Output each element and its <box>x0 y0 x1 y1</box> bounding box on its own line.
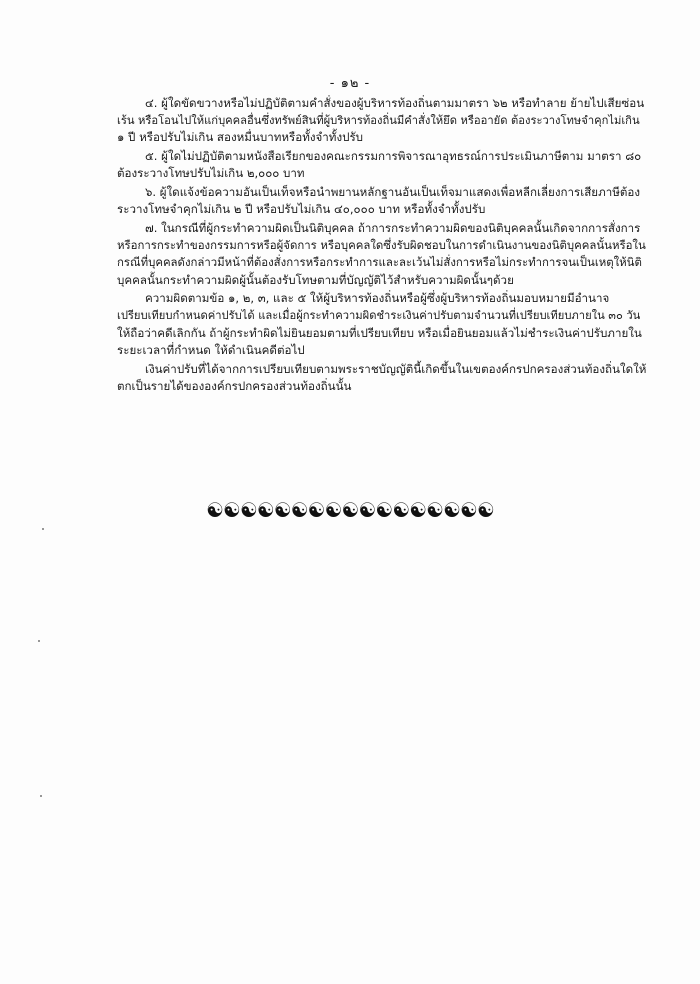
page-number: - ๑๒ - <box>329 76 371 91</box>
text-line: ความผิดตามข้อ ๑, ๒, ๓, และ ๕ ให้ผู้บริหารท้องถิ่นหรือผู้ซึ่งผู้บริหารท้องถิ่นมอบหมายมีอำนาจ <box>145 291 610 306</box>
paragraph-item-5 <box>117 148 647 182</box>
scan-speck <box>40 795 42 797</box>
scan-speck <box>38 640 40 642</box>
text-line: ตกเป็นรายได้ขององค์กรปกครองส่วนท้องถิ่นนั้น <box>117 378 352 393</box>
text-line: ๕. ผู้ใดไม่ปฏิบัติตามหนังสือเรียกของคณะกรรมการพิจารณาอุทธรณ์การประเมินภาษีตาม มาตรา ๘๐ <box>145 149 642 164</box>
text-line: กรณีที่บุคคลดังกล่าวมีหน้าที่ต้องสั่งการหรือกระทำการและละเว้นไม่สั่งการหรือไม่กระทำการจนเป็นเหตุให้นิติ <box>117 255 642 270</box>
text-line: เปรียบเทียบกำหนดค่าปรับได้ และเมื่อผู้กระทำความผิดชำระเงินค่าปรับตามจำนวนที่เปรียบเทียบภายใน ๓๐ วัน <box>117 309 641 323</box>
scan-speck <box>42 528 44 530</box>
paragraph-item-7 <box>117 220 647 289</box>
text-line: หรือการกระทำของกรรมการหรือผู้จัดการ หรือบุคคลใดซึ่งรับผิดชอบในการดำเนินงานของนิติบุคคลนั้นหรือใน <box>117 238 646 253</box>
paragraph-settlement <box>117 290 647 359</box>
text-line: เงินค่าปรับที่ได้จากการเปรียบเทียบตามพระราชบัญญัตินี้เกิดขึ้นในเขตองค์กรปกครองส่วนท้องถิ่นใดให้ <box>145 361 647 376</box>
text-line: ๖. ผู้ใดแจ้งข้อความอันเป็นเท็จหรือนำพยานหลักฐานอันเป็นเท็จมาแสดงเพื่อหลีกเลี่ยงการเสียภาษีต้อง <box>145 185 641 200</box>
text-line: บุคคลนั้นกระทำความผิดผู้นั้นต้องรับโทษตามที่บัญญัติไว้สำหรับความผิดนั้นๆด้วย <box>117 272 514 287</box>
text-line: ๑ ปี หรือปรับไม่เกิน สองหมื่นบาทหรือทั้งจำทั้งปรับ <box>117 130 364 145</box>
paragraph-item-6 <box>117 184 647 218</box>
text-line: ต้องระวางโทษปรับไม่เกิน ๒,๐๐๐ บาท <box>117 166 305 181</box>
paragraph-item-4 <box>117 95 647 147</box>
text-line: ให้ถือว่าคดีเลิกกัน ถ้าผู้กระทำผิดไม่ยินยอมตามที่เปรียบเทียบ หรือเมื่อยินยอมแล้วไม่ชำระเงินค่าปรับภายใน <box>117 325 642 340</box>
text-line: ๔. ผู้ใดขัดขวางหรือไม่ปฏิบัติตามคำสั่งของผู้บริหารท้องถิ่นตามมาตรา ๖๒ หรือทำลาย ย้ายไปเสียซ่อน <box>145 96 645 110</box>
paragraph-fine-revenue <box>117 361 647 395</box>
text-line: ระยะเวลาที่กำหนด ให้ดำเนินคดีต่อไป <box>117 342 305 357</box>
end-ornament-divider: ☯☯☯☯☯☯☯☯☯☯☯☯☯☯☯☯☯ <box>206 498 494 522</box>
text-line: ระวางโทษจำคุกไม่เกิน ๒ ปี หรือปรับไม่เกิน ๔๐,๐๐๐ บาท หรือทั้งจำทั้งปรับ <box>117 202 486 217</box>
text-line: ๗. ในกรณีที่ผู้กระทำความผิดเป็นนิติบุคคล ถ้าการกระทำความผิดของนิติบุคคลนั้นเกิดจากการสั่งการ <box>145 220 641 235</box>
text-line: เร้น หรือโอนไปให้แก่บุคคลอื่นซึ่งทรัพย์สินที่ผู้บริหารท้องถิ่นมีคำสั่งให้ยึด หรืออายัด ต้องระวางโทษจำคุกไม่เกิน <box>117 114 640 128</box>
document-body <box>117 95 647 396</box>
